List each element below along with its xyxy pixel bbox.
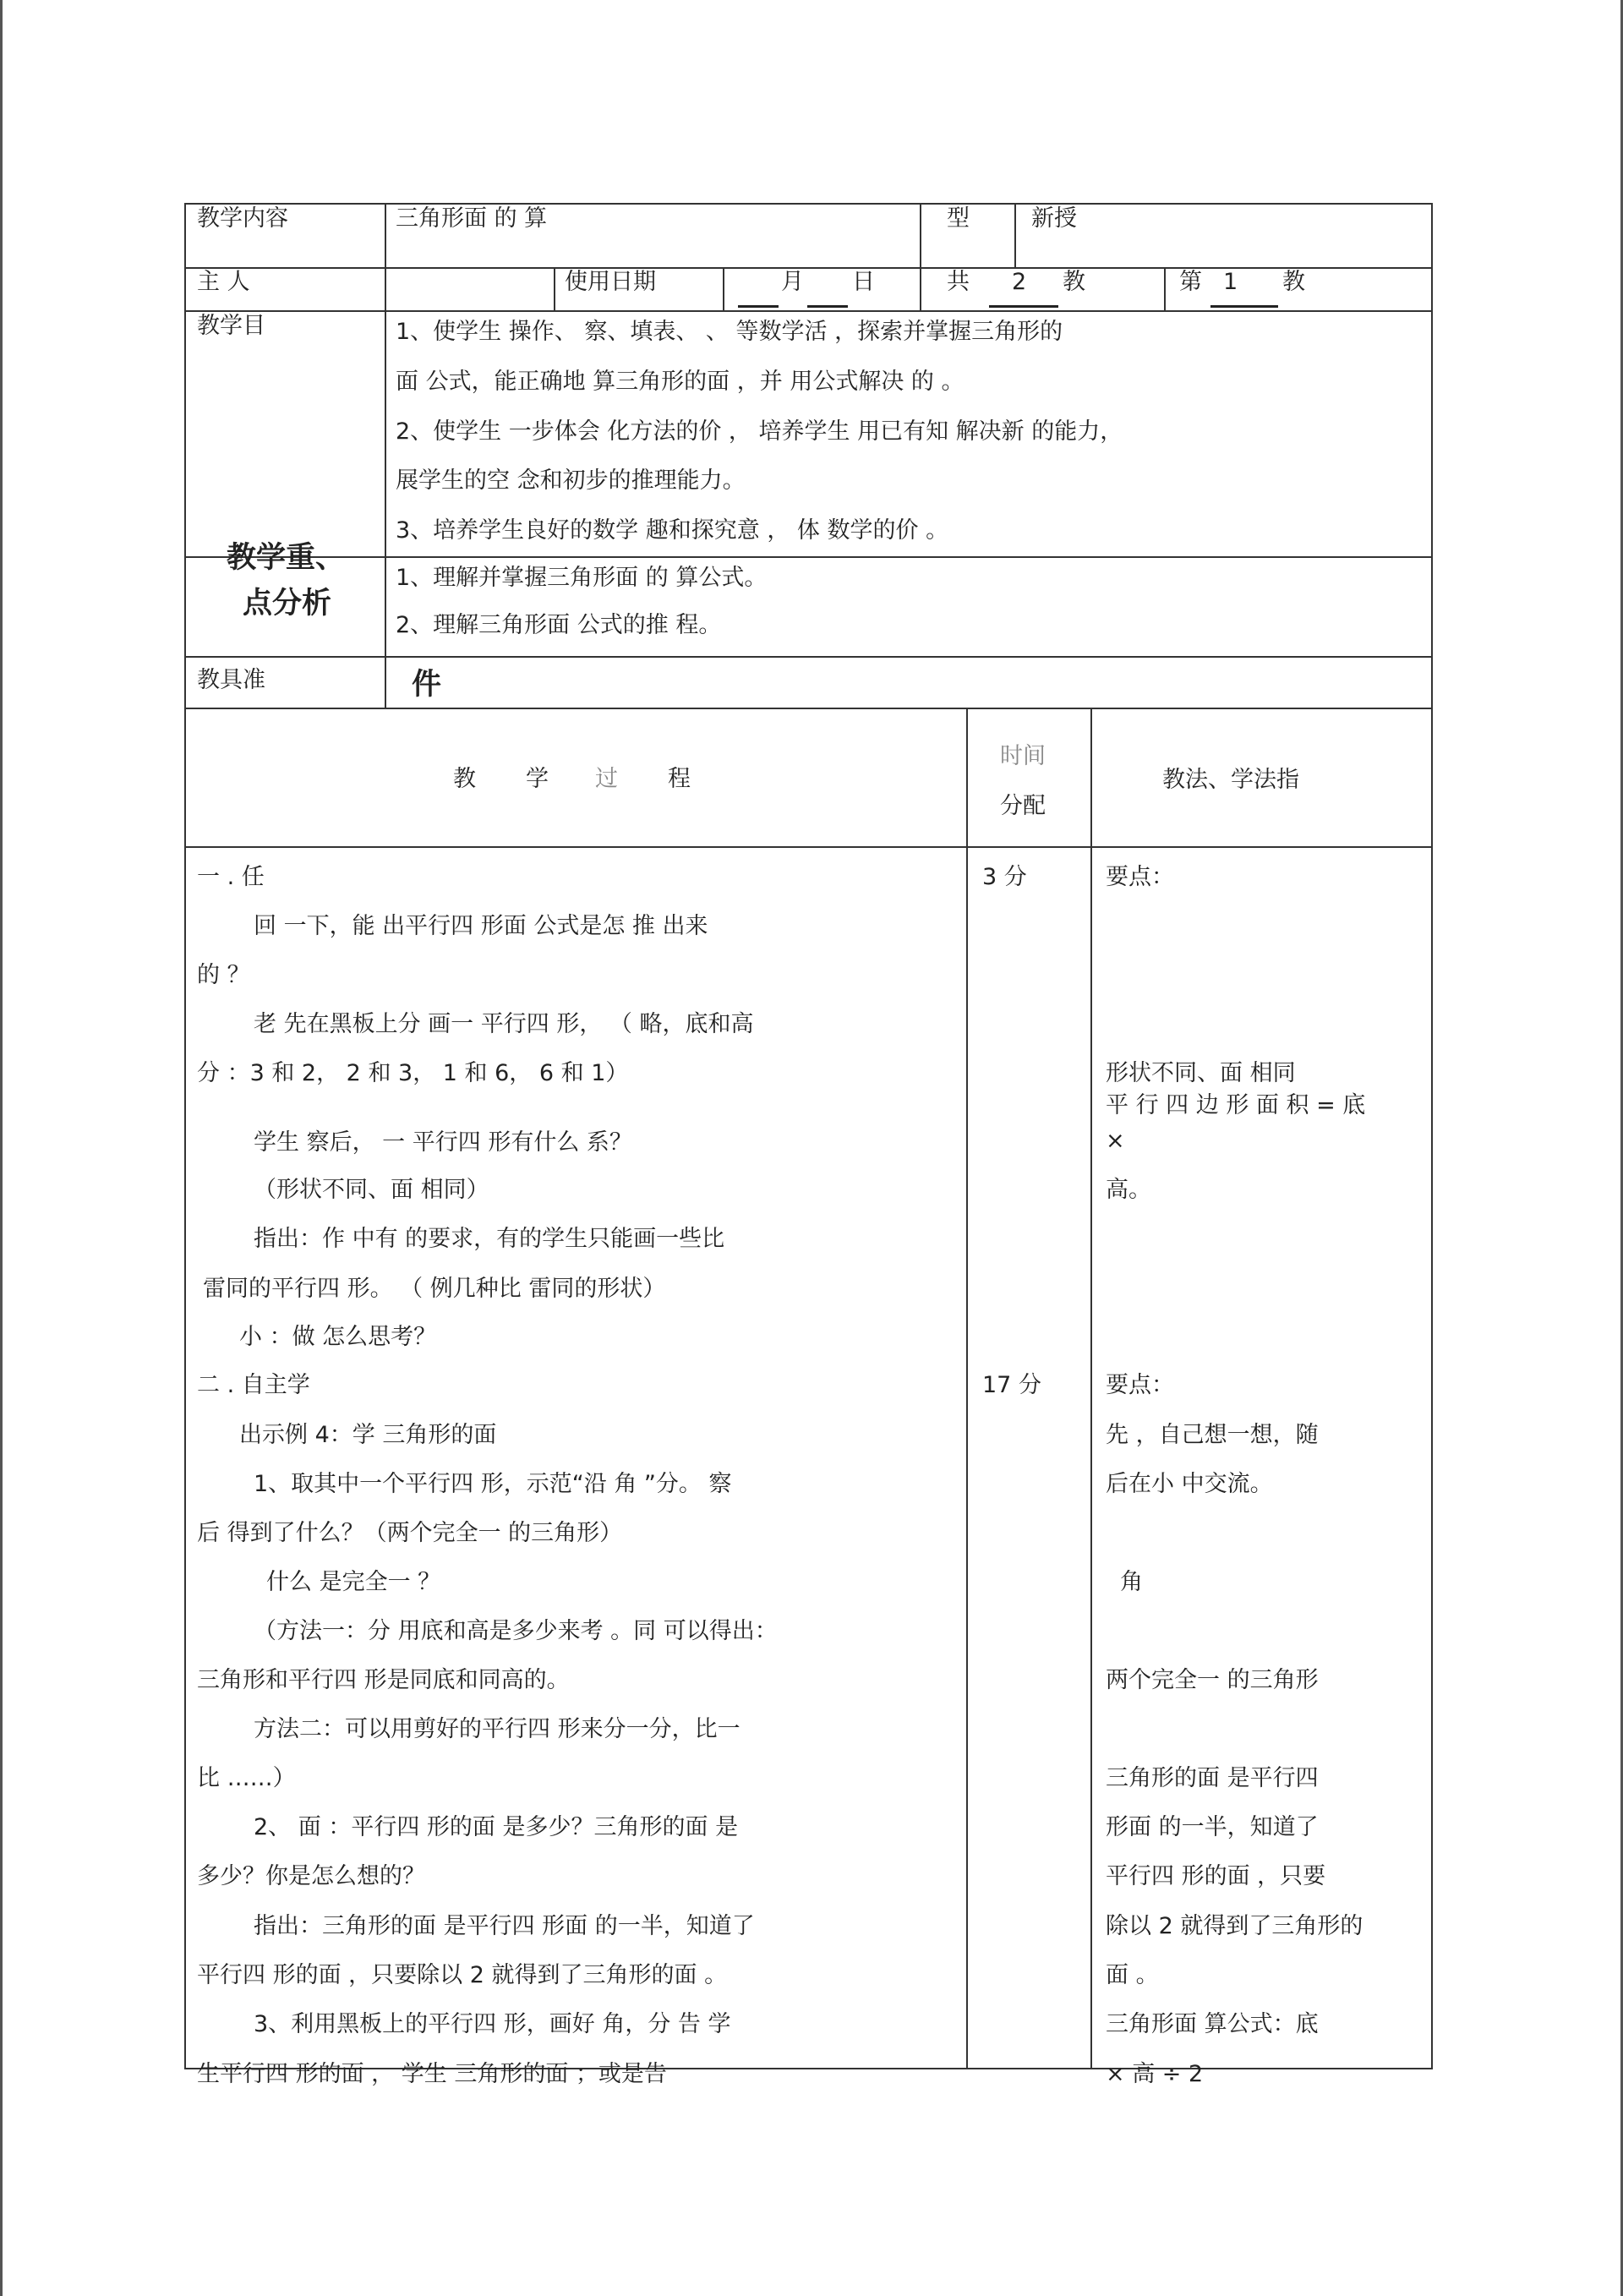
goal-line: 2、使学生 一步体会 化方法的价 ， 培养学生 用已有知 解决新 的能力， xyxy=(396,418,1123,445)
date-month: 月 xyxy=(781,269,804,295)
process-line: 的 ？ xyxy=(197,962,250,988)
total-underline xyxy=(989,305,1058,308)
keypoint-line: 1、理解并掌握三角形面 的 算公式。 xyxy=(396,565,768,591)
row-divider-2 xyxy=(184,310,1433,312)
date-col-divider-2 xyxy=(723,267,724,312)
time-col-left xyxy=(966,708,968,2069)
process-line: 指出：三角形的面 是平行四 形面 的一半，知道了 xyxy=(254,1913,755,1939)
label-col-divider xyxy=(385,203,386,709)
note-line: 高。 xyxy=(1106,1177,1151,1203)
note-line: 要点： xyxy=(1106,1372,1174,1398)
process-line: 比 ……） xyxy=(197,1765,296,1791)
method-header: 教法、学法指 xyxy=(1162,767,1299,793)
process-line: 方法二：可以用剪好的平行四 形来分一分，比一 xyxy=(254,1716,740,1742)
process-line: 三角形和平行四 形是同底和同高的。 xyxy=(197,1667,570,1693)
note-line: × xyxy=(1106,1128,1125,1154)
process-line: 分 ：3 和 2， 2 和 3， 1 和 6， 6 和 1） xyxy=(197,1060,629,1086)
note-line: 面 。 xyxy=(1106,1962,1159,1988)
process-line: 雷同的平行四 形。 （ 例几种比 雷同的形状） xyxy=(203,1276,666,1302)
process-header-char: 程 xyxy=(668,766,691,792)
process-line: 2、 面 ：平行四 形的面 是多少？三角形的面 是 xyxy=(254,1814,739,1840)
time-value: 17 分 xyxy=(982,1372,1041,1398)
goal-line: 1、使学生 操作、 察、填表、 、 等数学活 ，探索并掌握三角形的 xyxy=(396,319,1063,345)
goal-line: 3、培养学生良好的数学 趣和探究意 ， 体 数学的价 。 xyxy=(396,517,949,544)
goals-label: 教学目 xyxy=(197,313,265,339)
process-line: 1、取其中一个平行四 形，示范“沿 角 ”分。 察 xyxy=(254,1471,732,1497)
content-label: 教学内容 xyxy=(197,205,288,232)
total-unit: 教 xyxy=(1063,269,1085,295)
note-line: 要点： xyxy=(1106,864,1174,890)
process-header-char: 过 xyxy=(595,766,618,792)
process-line: 平行四 形的面 ，只要除以 2 就得到了三角形的面 。 xyxy=(197,1962,728,1988)
process-line: （形状不同、面 相同） xyxy=(254,1177,489,1203)
note-line: 后在小 中交流。 xyxy=(1106,1471,1273,1497)
month-blank xyxy=(738,305,779,308)
type-label: 型 xyxy=(947,205,970,232)
process-line: 后 得到了什么？（两个完全一 的三角形） xyxy=(197,1520,623,1546)
note-line: 形状不同、面 相同 xyxy=(1106,1060,1296,1086)
note-line: 三角形面 算公式：底 xyxy=(1106,2011,1319,2037)
which-num: 1 xyxy=(1223,269,1238,295)
goal-line: 面 公式，能正确地 算三角形的面 ，并 用公式解决 的 。 xyxy=(396,369,965,395)
date-label: 使用日期 xyxy=(565,269,656,295)
keypoints-label-line2: 点分析 xyxy=(243,587,332,620)
tools-value: 件 xyxy=(412,668,442,702)
process-header-char: 教 xyxy=(453,766,476,792)
process-line: 二 . 自主学 xyxy=(197,1372,310,1398)
date-col-divider-1 xyxy=(554,267,555,312)
table-border-left xyxy=(184,203,186,2069)
type-col-divider-1 xyxy=(920,203,921,312)
process-line: （方法一：分 用底和高是多少来考 。同 可以得出： xyxy=(254,1618,778,1644)
note-line: 平行四 形的面 ，只要 xyxy=(1106,1863,1326,1889)
process-line: 出示例 4：学 三角形的面 xyxy=(239,1422,497,1448)
row-divider-4 xyxy=(184,656,1433,658)
which-underline xyxy=(1210,305,1278,308)
goal-line: 展学生的空 念和初步的推理能力。 xyxy=(396,467,746,494)
process-line: 什么 是完全一 ？ xyxy=(266,1569,441,1595)
note-line: 两个完全一 的三角形 xyxy=(1106,1667,1319,1693)
table-border-top xyxy=(184,203,1433,205)
process-line: 一 . 任 xyxy=(197,864,265,890)
process-line: 多少？你是怎么想的？ xyxy=(197,1863,425,1889)
process-line: 3、利用黑板上的平行四 形，画好 角，分 告 学 xyxy=(254,2011,731,2037)
keypoints-label-line1: 教学重、 xyxy=(227,541,346,575)
which-unit: 教 xyxy=(1282,269,1305,295)
note-line: 先 ，自己想一想，随 xyxy=(1106,1422,1319,1448)
row-divider-6 xyxy=(184,846,1433,848)
row-divider-3 xyxy=(184,556,1433,558)
total-label: 共 xyxy=(947,269,970,295)
process-line: 生平行四 形的面 ， 学生 三角形的面 ；或是告 xyxy=(197,2061,667,2087)
process-line: 小 ：做 怎么思考？ xyxy=(239,1324,437,1350)
row-divider-1 xyxy=(184,267,1433,269)
day-blank xyxy=(807,305,848,308)
tools-label: 教具准 xyxy=(197,667,265,693)
which-col-divider xyxy=(1164,267,1166,312)
process-line: 回 一下，能 出平行四 形面 公式是怎 推 出来 xyxy=(254,913,708,939)
time-col-right xyxy=(1090,708,1092,2069)
date-day: 日 xyxy=(852,269,875,295)
type-value: 新授 xyxy=(1031,205,1077,232)
total-num: 2 xyxy=(1012,269,1027,295)
time-header-line2: 分配 xyxy=(1000,793,1046,819)
which-label: 第 xyxy=(1179,269,1202,295)
page-edge-left xyxy=(0,0,3,2296)
note-line: 平 行 四 边 形 面 积 = 底 xyxy=(1106,1092,1366,1118)
note-line: 除以 2 就得到了三角形的 xyxy=(1106,1913,1363,1939)
time-value: 3 分 xyxy=(982,864,1027,890)
host-label: 主 人 xyxy=(197,269,250,295)
process-header-char: 学 xyxy=(526,766,549,792)
process-line: 指出：作 中有 的要求，有的学生只能画一些比 xyxy=(254,1226,725,1252)
table-border-right xyxy=(1431,203,1433,2069)
note-line: × 高 ÷ 2 xyxy=(1106,2061,1204,2087)
process-line: 学生 察后， 一 平行四 形有什么 系？ xyxy=(254,1129,632,1156)
keypoint-line: 2、理解三角形面 公式的推 程。 xyxy=(396,612,722,638)
note-line: 三角形的面 是平行四 xyxy=(1106,1765,1319,1791)
note-line: 角 xyxy=(1120,1569,1143,1595)
time-header-line1: 时间 xyxy=(1000,743,1046,769)
content-value: 三角形面 的 算 xyxy=(396,205,548,232)
row-divider-5 xyxy=(184,708,1433,709)
note-line: 形面 的一半，知道了 xyxy=(1106,1814,1319,1840)
process-line: 老 先在黑板上分 画一 平行四 形， （ 略，底和高 xyxy=(254,1011,754,1037)
type-col-divider-2 xyxy=(1014,203,1016,269)
